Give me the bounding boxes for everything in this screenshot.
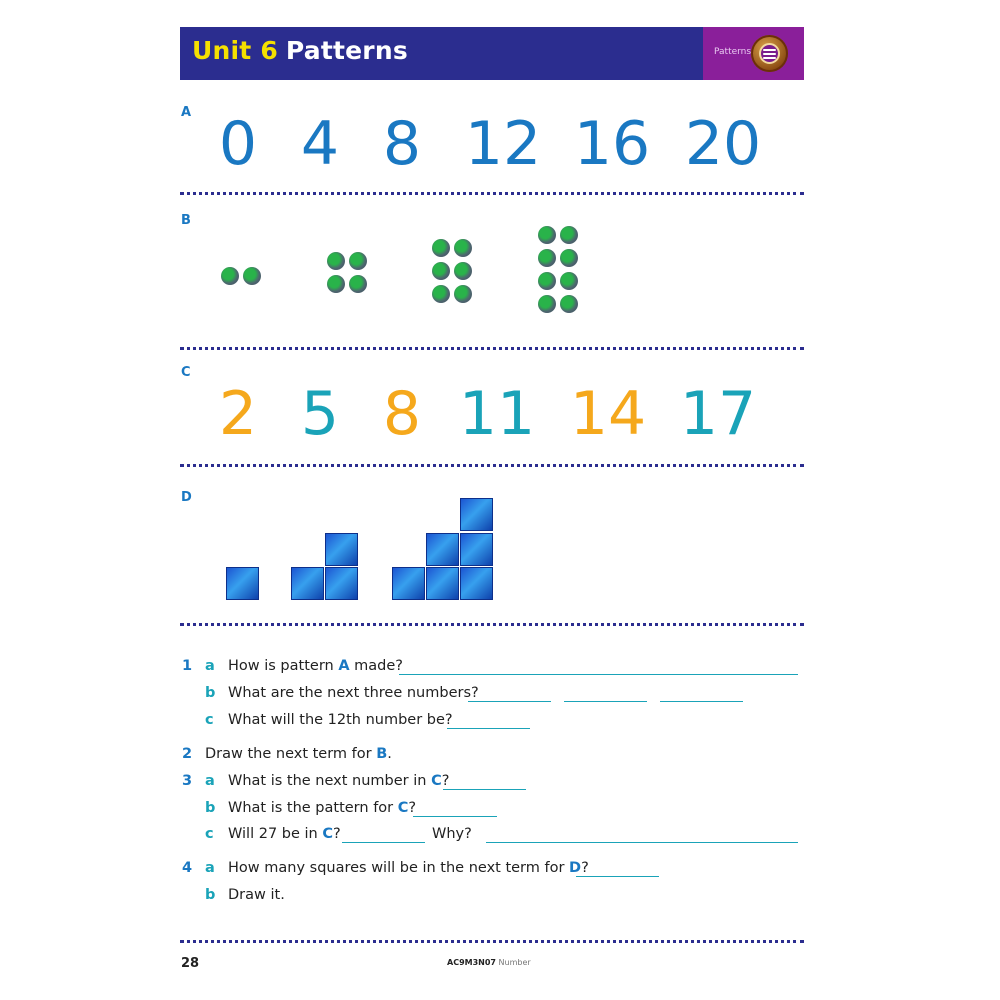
pattern-a-term: 0: [218, 109, 258, 179]
section-label-c: C: [181, 365, 191, 380]
question-part-letter: a: [205, 773, 215, 789]
topic-tag: [703, 27, 804, 80]
counter-dot: [538, 272, 556, 290]
square-tile: [392, 567, 425, 600]
answer-line[interactable]: [399, 674, 798, 675]
waves-icon: [759, 43, 780, 64]
section-label-a: A: [181, 105, 192, 120]
question-part-letter: b: [205, 887, 216, 903]
question-4a-text: How many squares will be in the next term for D?: [228, 860, 589, 876]
answer-line[interactable]: [447, 728, 530, 729]
counter-dot: [432, 239, 450, 257]
unit-header: [180, 27, 804, 80]
pattern-a-term: 8: [382, 109, 422, 179]
question-1b-text: What are the next three numbers?: [228, 685, 479, 701]
pattern-c-term: 5: [300, 379, 340, 449]
question-part-letter: b: [205, 685, 216, 701]
question-part-letter: a: [205, 860, 215, 876]
section-divider: [180, 623, 804, 626]
pattern-c-term: 11: [458, 379, 536, 449]
counter-dot: [538, 295, 556, 313]
counter-dot: [327, 252, 345, 270]
answer-line[interactable]: [660, 701, 743, 702]
square-tile: [426, 533, 459, 566]
pattern-a-term: 4: [300, 109, 340, 179]
counter-dot: [432, 262, 450, 280]
counter-dot: [327, 275, 345, 293]
question-number: 2: [182, 746, 193, 762]
counter-dot: [538, 226, 556, 244]
pattern-c-term: 14: [569, 379, 647, 449]
counter-dot: [454, 239, 472, 257]
pattern-c-term: 8: [382, 379, 422, 449]
answer-line[interactable]: [486, 842, 798, 843]
question-part-letter: a: [205, 658, 215, 674]
section-divider: [180, 464, 804, 467]
counter-dot: [560, 295, 578, 313]
question-3a-text: What is the next number in C?: [228, 773, 450, 789]
question-part-letter: c: [205, 712, 214, 728]
curriculum-code: AC9M3N07 Number: [447, 958, 531, 967]
pattern-a-term: 12: [464, 109, 542, 179]
counter-dot: [560, 249, 578, 267]
unit-title: Patterns: [285, 36, 408, 65]
section-label-b: B: [181, 213, 191, 228]
counter-dot: [243, 267, 261, 285]
pattern-a-term: 20: [684, 109, 762, 179]
square-tile: [325, 567, 358, 600]
counter-dot: [349, 252, 367, 270]
counter-dot: [221, 267, 239, 285]
answer-line[interactable]: [576, 876, 659, 877]
topic-tag-label: Patterns: [714, 47, 752, 57]
section-divider: [180, 192, 804, 195]
section-divider: [180, 347, 804, 350]
square-tile: [325, 533, 358, 566]
section-label-d: D: [181, 490, 192, 505]
page-title: [192, 36, 408, 65]
section-divider: [180, 940, 804, 943]
question-part-letter: c: [205, 826, 214, 842]
pattern-a-term: 16: [573, 109, 651, 179]
square-tile: [460, 533, 493, 566]
square-tile: [291, 567, 324, 600]
answer-line[interactable]: [413, 816, 497, 817]
counter-dot: [349, 275, 367, 293]
question-3c-why: Why?: [432, 826, 472, 842]
square-tile: [460, 498, 493, 531]
unit-number: Unit 6: [192, 36, 278, 65]
question-number: 4: [182, 860, 193, 876]
question-part-letter: b: [205, 800, 216, 816]
counter-dot: [538, 249, 556, 267]
square-tile: [460, 567, 493, 600]
question-1c-text: What will the 12th number be?: [228, 712, 453, 728]
answer-line[interactable]: [564, 701, 647, 702]
counter-dot: [560, 226, 578, 244]
pattern-c-term: 17: [679, 379, 757, 449]
question-3c-text: Will 27 be in C?: [228, 826, 341, 842]
answer-line[interactable]: [443, 789, 526, 790]
question-number: 3: [182, 773, 193, 789]
question-3b-text: What is the pattern for C?: [228, 800, 417, 816]
square-tile: [426, 567, 459, 600]
pattern-c-term: 2: [218, 379, 258, 449]
question-number: 1: [182, 658, 193, 674]
answer-line[interactable]: [468, 701, 551, 702]
question-1a-text: How is pattern A made?: [228, 658, 404, 674]
page-number: 28: [181, 956, 200, 971]
patterns-badge-icon: [751, 35, 788, 72]
counter-dot: [454, 285, 472, 303]
counter-dot: [432, 285, 450, 303]
question-4b-text: Draw it.: [228, 887, 285, 903]
question-2-text: Draw the next term for B.: [205, 746, 392, 762]
square-tile: [226, 567, 259, 600]
counter-dot: [454, 262, 472, 280]
counter-dot: [560, 272, 578, 290]
answer-line[interactable]: [342, 842, 425, 843]
